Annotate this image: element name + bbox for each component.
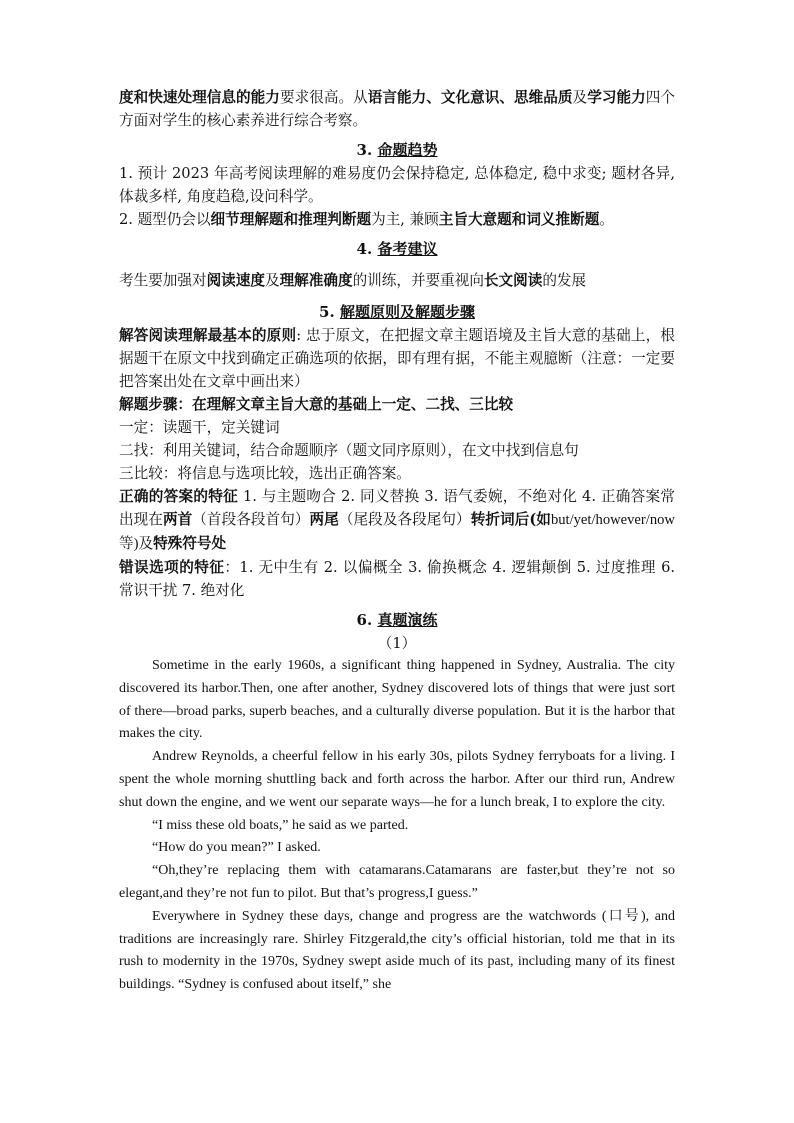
body-text: 。 [599,211,614,228]
trend-item-2 [119,208,675,231]
emphasis-text: 理解准确度 [279,272,353,289]
section-title: 解题原则及解题步骤 [339,303,475,321]
passage-number: （1） [377,635,417,652]
body-text: 2. 题型仍会以 [119,211,211,228]
section-heading-3 [119,138,675,162]
section-number: 3. [356,141,373,159]
body-text: 及 [572,89,588,106]
section-heading-5 [119,300,675,324]
correct-answer-features [119,485,690,556]
emphasis-text: 语言能力、文化意识、思维品质 [367,89,573,106]
body-text: but/yet/however/now 等)及 [119,512,690,552]
body-text: 1. 与主题吻合 2. 同义替换 3. 语气委婉，不绝对化 4. 正确答案常出现在 [119,488,675,528]
section-heading-6 [119,608,675,632]
body-text: 的训练，并要重视向 [352,272,484,289]
section-title: 命题趋势 [377,141,438,159]
section-number: 6. [356,611,373,629]
body-text: （首段各段首句） [192,511,310,528]
body-text: 四个方面对学生的核心素养进行综合考察。 [119,89,675,129]
section-heading-4 [119,237,675,261]
body-text: （尾段及各段尾句） [338,511,471,528]
emphasis-text: 细节理解题和推理判断题 [210,211,372,228]
emphasis-text: 正确的答案的特征 [119,488,239,505]
principle-paragraph [119,324,675,393]
body-text: ：1. 无中生有 2. 以偏概全 3. 偷换概念 4. 逻辑颠倒 5. 过度推理 6. 常识干扰 7. 绝对化 [119,559,675,599]
emphasis-text: 特殊符号处 [153,535,227,552]
passage-paragraph: “Oh,they’re replacing them with catamarans.Catamarans are faster,but they’re not so elegant,and they’re not fun to pilot. But that’s progress,I guess.” [119,863,675,901]
step-2: 二找：利用关键词，结合命题顺序（题文同序原则），在文中找到信息句 [119,442,579,459]
body-text: 为主, 兼顾 [371,211,439,228]
emphasis-text: 两尾 [309,511,339,528]
passage-paragraph: “How do you mean?” I asked. [152,840,321,856]
emphasis-text: 转折词后(如 [470,511,551,528]
section-title: 备考建议 [377,240,438,258]
reading-passage [119,655,675,997]
section-title: 真题演练 [377,611,438,629]
body-text: : 忠于原文，在把握文章主题语境及主旨大意的基础上，根据题干在原文中找到确定正确选项的依据，即有理有据，不能主观臆断（注意：一定要把答案出处在文章中画出来） [119,327,675,390]
passage-paragraph: Sometime in the early 1960s, a significant thing happened in Sydney, Australia. The city discovered its harbor.Then, one after another, Sydney discovered lots of things that were just sort of there—broad parks, superb beaches, and a culturally diverse population. But it is the harbor that makes the city. [119,658,675,742]
passage-paragraph: Everywhere in Sydney these days, change and progress are the watchwords (口号), and traditions are increasingly rare. Shirley Fitzgerald,the city’s official historian, told me that in its rush to modernity in the 1970s, Sydney swept aside much of its past, including many of its finest buildings. “Sydney is confused about itself,” she [119,908,675,993]
body-text: 考生要加强对 [119,272,207,289]
prep-advice [119,269,675,292]
section-number: 4. [356,240,373,258]
passage-paragraph: “I miss these old boats,” he said as we parted. [152,817,409,833]
body-text: 的发展 [542,272,587,289]
document-page [119,86,690,997]
emphasis-text: 主旨大意题和词义推断题 [438,211,600,228]
body-text: 及 [264,272,280,289]
emphasis-text: 度和快速处理信息的能力 [119,89,280,106]
steps-heading [119,393,675,416]
body-text: 要求很高。从 [279,89,368,106]
intro-paragraph [119,86,675,132]
emphasis-text: 解答阅读理解最基本的原则 [119,327,297,344]
section-number: 5. [319,303,335,321]
emphasis-text: 阅读速度 [206,272,265,289]
trend-item-1: 1. 预计 2023 年高考阅读理解的难易度仍会保持稳定, 总体稳定, 稳中求变; 题材各异, 体裁多样, 角度趋稳,设问科学。 [119,165,675,205]
step-3: 三比较：将信息与选项比较，选出正确答案。 [119,465,411,482]
emphasis-text: 解题步骤：在理解文章主旨大意的基础上一定、二找、三比较 [119,396,514,413]
emphasis-text: 两首 [162,511,193,528]
emphasis-text: 错误选项的特征 [119,559,225,576]
emphasis-text: 学习能力 [587,89,646,106]
emphasis-text: 长文阅读 [483,272,543,289]
wrong-option-features [119,556,675,602]
passage-paragraph: Andrew Reynolds, a cheerful fellow in his early 30s, pilots Sydney ferryboats for a living. I spent the whole morning shuttling back and forth across the harbor. After our third run, Andrew shut down the engine, and we went our separate ways—he for a lunch break, I to explore the city. [119,749,675,810]
step-1: 一定：读题干，定关键词 [119,419,280,436]
